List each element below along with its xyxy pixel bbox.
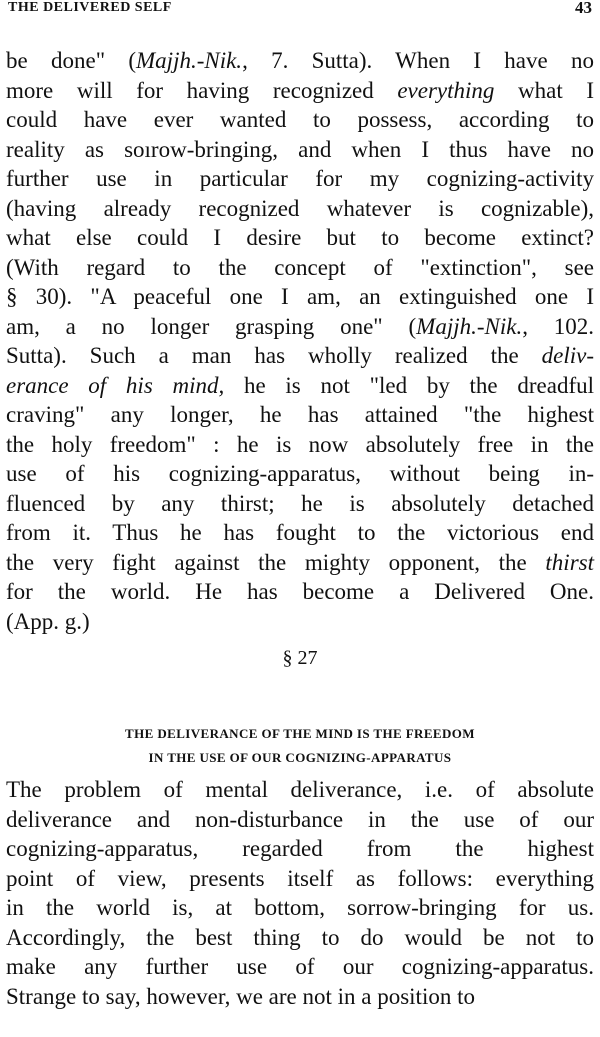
text-run: deliverance and non-disturbance in the use of our bbox=[6, 806, 594, 832]
italic-text: deliv- bbox=[541, 343, 594, 368]
text-run: am, a no longer grasping one" ( bbox=[6, 313, 417, 339]
text-run: reality as soırow-bringing, and when I thus have no bbox=[6, 136, 594, 162]
page-number: 43 bbox=[575, 0, 592, 17]
text-run: in the world is, at bottom, sorrow-bringing for us. bbox=[6, 895, 594, 920]
text-run: the very fight against the mighty opponent, the bbox=[6, 549, 546, 575]
italic-text: thirst bbox=[545, 549, 594, 575]
text-run: the holy freedom" : he is now absolutely free in the bbox=[6, 431, 594, 457]
text-run: (App. g.) bbox=[6, 608, 90, 634]
text-run: point of view, presents itself as follows: everything bbox=[6, 865, 594, 891]
text-line bbox=[6, 864, 594, 894]
text-line bbox=[6, 194, 594, 224]
text-run: more will for having recognized bbox=[6, 77, 398, 103]
text-line bbox=[6, 135, 594, 165]
text-run: Strange to say, however, we are not in a position to bbox=[6, 983, 475, 1009]
text-line bbox=[6, 312, 594, 342]
text-run: be done" ( bbox=[6, 48, 137, 73]
text-line bbox=[6, 607, 594, 637]
text-run: § 30). "A peaceful one I am, an extinguished one I bbox=[6, 284, 594, 309]
text-line bbox=[6, 105, 594, 135]
text-line bbox=[6, 430, 594, 460]
paragraph-2 bbox=[6, 775, 594, 1011]
text-line bbox=[6, 46, 594, 76]
italic-text: everything bbox=[397, 77, 495, 103]
text-line bbox=[6, 223, 594, 253]
text-run: (With regard to the concept of "extinction", see bbox=[6, 254, 594, 280]
text-run: , 7. Sutta). When I have no bbox=[242, 48, 594, 73]
text-line bbox=[6, 518, 594, 548]
section-title-line-2: IN THE USE OF OUR COGNIZING-APPARATUS bbox=[148, 750, 452, 765]
text-run: he is not "led by the dreadful bbox=[224, 372, 594, 398]
section-number: § 27 bbox=[282, 647, 318, 669]
text-line bbox=[6, 775, 594, 805]
text-run: what I bbox=[494, 77, 594, 103]
text-line bbox=[6, 282, 594, 312]
section-title-line-1: THE DELIVERANCE OF THE MIND IS THE FREEDOM bbox=[125, 726, 475, 741]
italic-text: Majjh.-Nik. bbox=[136, 48, 243, 73]
text-line bbox=[6, 548, 594, 578]
text-line bbox=[6, 459, 594, 489]
text-run: could have ever wanted to possess, according to bbox=[6, 107, 594, 132]
text-run: use of his cognizing-apparatus, without being in- bbox=[6, 461, 594, 486]
text-line bbox=[6, 253, 594, 283]
text-run: for the world. He has become a Delivered One. bbox=[6, 579, 594, 604]
text-line bbox=[6, 371, 594, 401]
text-run: what else could I desire but to become extinct? bbox=[6, 225, 594, 250]
italic-text: Majjh.-Nik. bbox=[416, 313, 523, 339]
text-line bbox=[6, 76, 594, 106]
text-line bbox=[6, 341, 594, 371]
text-line bbox=[6, 952, 594, 982]
italic-text: erance of his mind, bbox=[6, 372, 225, 398]
text-line bbox=[6, 805, 594, 835]
text-run: cognizing-apparatus, regarded from the highest bbox=[6, 836, 594, 861]
page-header bbox=[8, 0, 592, 26]
text-line bbox=[6, 923, 594, 953]
text-run: further use in particular for my cognizing-activity bbox=[6, 166, 594, 191]
text-run: Sutta). Such a man has wholly realized the bbox=[6, 343, 542, 368]
text-run: from it. Thus he has fought to the victorious end bbox=[6, 520, 594, 545]
running-head: THE DELIVERED SELF bbox=[8, 0, 172, 15]
text-run: fluenced by any thirst; he is absolutely detached bbox=[6, 490, 594, 516]
paragraph-1 bbox=[6, 46, 594, 636]
text-line bbox=[6, 164, 594, 194]
text-run: The problem of mental deliverance, i.e. of absolute bbox=[6, 777, 594, 802]
section-title bbox=[0, 722, 600, 770]
text-run: Accordingly, the best thing to do would be not to bbox=[6, 924, 594, 950]
text-run: craving" any longer, he has attained "the highest bbox=[6, 402, 594, 427]
text-run: , 102. bbox=[522, 313, 595, 339]
text-line bbox=[6, 577, 594, 607]
text-line bbox=[6, 834, 594, 864]
text-run: make any further use of our cognizing-apparatus. bbox=[6, 954, 594, 979]
text-line bbox=[6, 982, 594, 1012]
text-line bbox=[6, 400, 594, 430]
text-line bbox=[6, 489, 594, 519]
text-run: (having already recognized whatever is cognizable), bbox=[6, 195, 594, 221]
text-line bbox=[6, 893, 594, 923]
